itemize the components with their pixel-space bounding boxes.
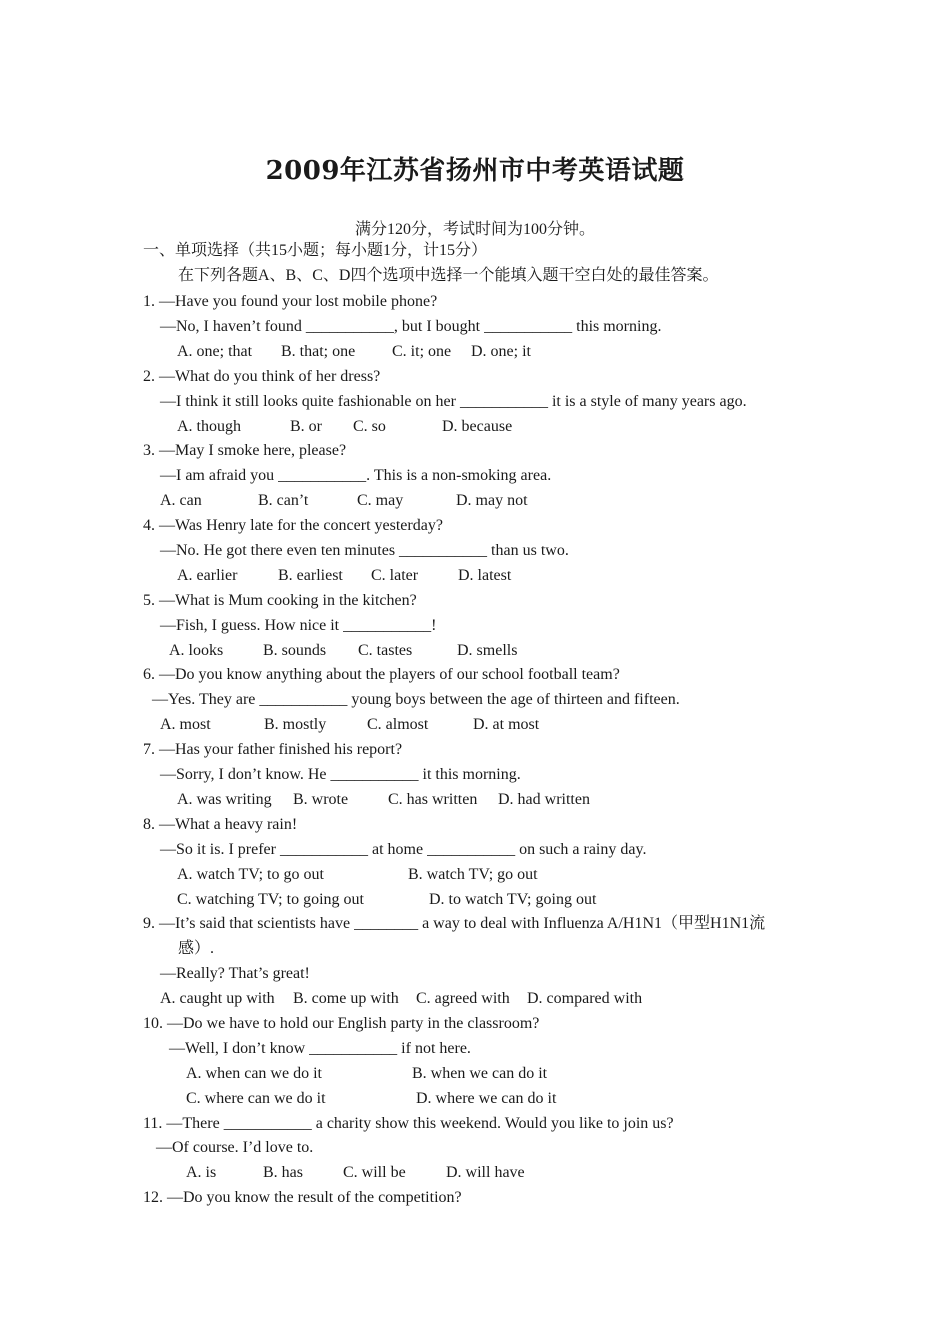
- question-8: 8. —What a heavy rain!: [143, 816, 298, 833]
- question-9-response: —Really? That’s great!: [160, 965, 310, 982]
- section-heading: 一、单项选择（共15小题；每小题1分，计15分）: [143, 242, 488, 259]
- option-d: D. at most: [473, 716, 540, 733]
- option-c: C. tastes: [358, 642, 413, 659]
- question-10-response: —Well, I don’t know ___________ if not here.: [169, 1040, 471, 1057]
- option-b: B. come up with: [293, 990, 399, 1007]
- option-a: A. earlier: [177, 567, 238, 584]
- question-10-options-row2: [186, 1088, 556, 1110]
- question-7-options: [177, 789, 590, 811]
- question-12: 12. —Do you know the result of the competition?: [143, 1189, 462, 1206]
- question-9-continued: 感）.: [178, 940, 215, 957]
- option-a: A. most: [160, 716, 211, 733]
- question-10: 10. —Do we have to hold our English party in the classroom?: [143, 1015, 540, 1032]
- option-d: D. where we can do it: [416, 1090, 557, 1107]
- question-1-options: [177, 341, 531, 363]
- option-b: B. when we can do it: [412, 1065, 548, 1082]
- option-a: A. can: [160, 492, 202, 509]
- question-7: 7. —Has your father finished his report?: [143, 741, 403, 758]
- question-2-options: [177, 416, 512, 438]
- option-d: D. latest: [458, 567, 512, 584]
- question-6-options: [160, 714, 539, 736]
- option-d: D. to watch TV; going out: [429, 891, 597, 908]
- option-c: C. agreed with: [416, 990, 510, 1007]
- question-6: 6. —Do you know anything about the players of our school football team?: [143, 666, 620, 683]
- option-a: A. when can we do it: [186, 1065, 322, 1082]
- question-8-options-row1: [177, 864, 538, 886]
- question-4-options: [177, 565, 511, 587]
- question-3: 3. —May I smoke here, please?: [143, 442, 347, 459]
- question-8-response: —So it is. I prefer ___________ at home ___________ on such a rainy day.: [160, 841, 647, 858]
- option-d: D. will have: [446, 1164, 525, 1181]
- page-title: 2009年江苏省扬州市中考英语试题: [265, 156, 685, 186]
- question-9-options: [160, 988, 642, 1010]
- option-a: A. one; that: [177, 343, 253, 360]
- question-11-response: —Of course. I’d love to.: [156, 1139, 314, 1156]
- option-a: A. though: [177, 418, 241, 435]
- option-c: C. it; one: [392, 343, 452, 360]
- question-4-response: —No. He got there even ten minutes ___________ than us two.: [160, 542, 569, 559]
- option-c: C. later: [371, 567, 419, 584]
- option-b: B. can’t: [258, 492, 309, 509]
- option-b: B. sounds: [263, 642, 327, 659]
- question-9: 9. —It’s said that scientists have ________ a way to deal with Influenza A/H1N1（甲型H1N1流: [143, 915, 766, 932]
- option-b: B. has: [263, 1164, 303, 1181]
- option-b: B. wrote: [293, 791, 349, 808]
- option-d: D. one; it: [471, 343, 531, 360]
- option-c: C. so: [353, 418, 386, 435]
- question-2-response: —I think it still looks quite fashionable on her ___________ it is a style of many years ago.: [160, 393, 747, 410]
- question-3-options: [160, 490, 528, 512]
- option-b: B. watch TV; go out: [408, 866, 538, 883]
- question-8-options-row2: [177, 889, 596, 911]
- question-3-response: —I am afraid you ___________. This is a non-smoking area.: [160, 467, 552, 484]
- option-d: D. because: [442, 418, 513, 435]
- option-a: A. was writing: [177, 791, 272, 808]
- question-5-response: —Fish, I guess. How nice it ___________!: [160, 617, 437, 634]
- option-c: C. will be: [343, 1164, 406, 1181]
- option-c: C. watching TV; to going out: [177, 891, 364, 908]
- question-1-response: —No, I haven’t found ___________, but I bought ___________ this morning.: [160, 318, 662, 335]
- option-b: B. or: [290, 418, 322, 435]
- option-a: A. is: [186, 1164, 217, 1181]
- option-c: C. has written: [388, 791, 478, 808]
- option-b: B. that; one: [281, 343, 356, 360]
- option-b: B. mostly: [264, 716, 327, 733]
- option-a: A. watch TV; to go out: [177, 866, 324, 883]
- exam-subtitle: 满分120分，考试时间为100分钟。: [354, 221, 595, 238]
- option-c: C. where can we do it: [186, 1090, 326, 1107]
- question-7-response: —Sorry, I don’t know. He ___________ it this morning.: [160, 766, 521, 783]
- option-a: A. caught up with: [160, 990, 275, 1007]
- option-d: D. smells: [457, 642, 518, 659]
- question-5: 5. —What is Mum cooking in the kitchen?: [143, 592, 417, 609]
- question-11-options: [186, 1162, 525, 1184]
- question-4: 4. —Was Henry late for the concert yesterday?: [143, 517, 443, 534]
- option-d: D. may not: [456, 492, 528, 509]
- question-11: 11. —There ___________ a charity show this weekend. Would you like to join us?: [143, 1115, 674, 1132]
- question-6-response: —Yes. They are ___________ young boys between the age of thirteen and fifteen.: [152, 691, 680, 708]
- option-d: D. compared with: [527, 990, 643, 1007]
- section-instruction: 在下列各题A、B、C、D四个选项中选择一个能填入题干空白处的最佳答案。: [178, 267, 719, 284]
- option-b: B. earliest: [278, 567, 343, 584]
- question-10-options-row1: [186, 1063, 547, 1085]
- question-1: 1. —Have you found your lost mobile phone?: [143, 293, 438, 310]
- option-a: A. looks: [169, 642, 224, 659]
- option-c: C. almost: [367, 716, 429, 733]
- option-c: C. may: [357, 492, 404, 509]
- question-2: 2. —What do you think of her dress?: [143, 368, 381, 385]
- question-5-options: [169, 640, 517, 662]
- option-d: D. had written: [498, 791, 590, 808]
